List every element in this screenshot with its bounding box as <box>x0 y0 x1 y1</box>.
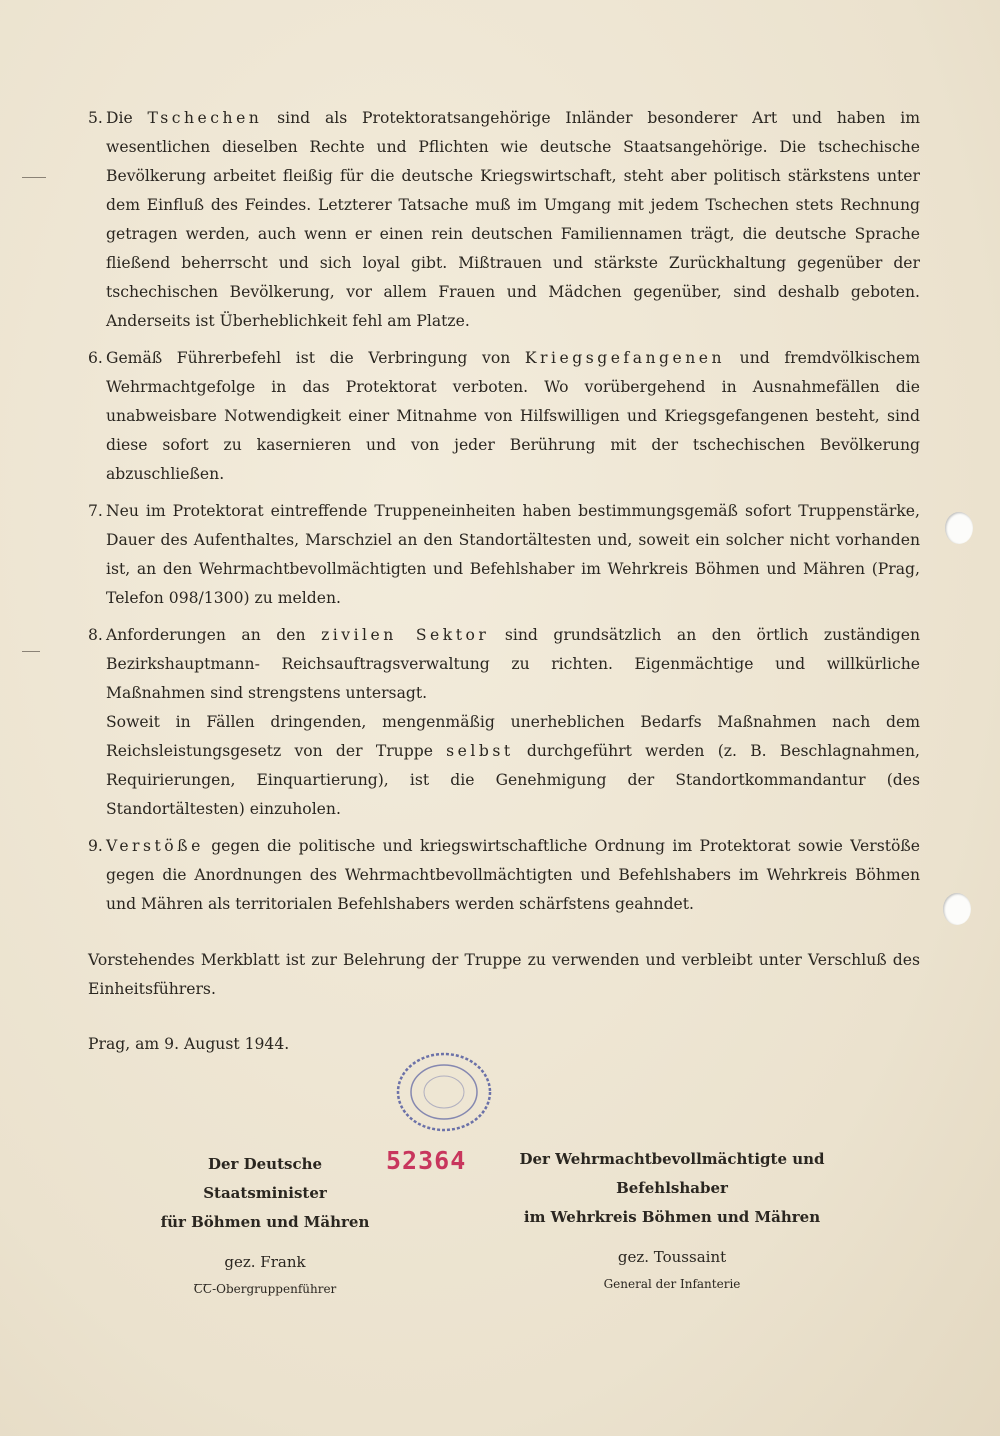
office-seal-stamp <box>392 1048 497 1136</box>
margin-mark <box>22 651 40 652</box>
paragraph-6 <box>88 344 920 489</box>
signature-block-right <box>462 1145 882 1291</box>
margin-mark <box>22 177 46 178</box>
signatory-title: Der Wehrmachtbevollmächtigte und Befehlshaber <box>519 1150 825 1197</box>
signatory-title-2: im Wehrkreis Böhmen und Mähren <box>523 1208 821 1226</box>
paragraph-7 <box>88 497 920 613</box>
paragraph-number: 9. <box>88 837 103 855</box>
stamp-number: 52364 <box>386 1146 467 1175</box>
signatory-rank: ꞆꞆ-Obergruppenführer <box>193 1282 337 1296</box>
signature-block-left <box>145 1150 385 1296</box>
spaced-emphasis: Kriegsgefangenen <box>524 349 726 367</box>
paragraph-8 <box>88 621 920 824</box>
paragraph-5 <box>88 104 920 336</box>
document-body <box>88 104 920 1059</box>
paragraph-text: Gemäß Führerbefehl ist die Verbringung von Kriegsgefangenen und fremdvölkischem Wehrmachtgefolge in das Protektorat verboten. Wo vorübergehend in Ausnahmefällen die unabweisbare Notwendigkeit einer Mitnahme von Hilfswilligen und Kriegsgefangenen besteht, sind diese sofort zu kasernieren und von jeder Berührung mit der tschechischen Bevölkerung abzuschließen. <box>106 349 921 483</box>
punch-hole <box>945 512 973 544</box>
paragraph-text: Verstöße gegen die politische und kriegswirtschaftliche Ordnung im Protektorat sowie Verstöße gegen die Anordnungen des Wehrmachtbevollmächtigten und Befehlshabers im Wehrkreis Böhmen und Mähren als territorialen Befehlshabers werden schärfstens geahndet. <box>106 837 920 913</box>
spaced-emphasis: Tschechen <box>147 109 263 127</box>
signatory-title-2: für Böhmen und Mähren <box>160 1213 370 1231</box>
signatory-name: gez. Frank <box>224 1253 306 1271</box>
paragraph-number: 5. <box>88 109 103 127</box>
paragraph-text: Neu im Protektorat eintreffende Truppeneinheiten haben bestimmungsgemäß sofort Truppenstärke, Dauer des Aufenthaltes, Marschziel an den Standortältesten und, soweit ein solcher nicht vorhanden ist, an den Wehrmachtbevollmächtigten und Befehlshaber im Wehrkreis Böhmen und Mähren (Prag, Telefon 098/1300) zu melden. <box>106 502 920 607</box>
paragraph-number: 7. <box>88 502 103 520</box>
signatory-title: Der Deutsche Staatsminister <box>203 1155 327 1202</box>
paragraph-number: 6. <box>88 349 103 367</box>
spaced-emphasis: Verstöße <box>106 837 204 855</box>
spaced-emphasis: zivilen Sektor <box>321 626 490 644</box>
paragraph-text: Die Tschechen sind als Protektoratsangehörige Inländer besonderer Art und haben im wesentlichen dieselben Rechte und Pflichten wie deutsche Staatsangehörige. Die tschechische Bevölkerung arbeitet fleißig für die deutsche Kriegswirtschaft, steht aber politisch stärkstens unter dem Einfluß des Feindes. Letzterer Tatsache muß im Umgang mit jedem Tschechen stets Rechnung getragen werden, auch wenn er einen rein deutschen Familiennamen trägt, die deutsche Sprache fließend beherrscht und sich loyal gibt. Mißtrauen und stärkste Zurückhaltung gegenüber der tschechischen Bevölkerung, vor allem Frauen und Mädchen gegenüber, sind deshalb geboten. Anderseits ist Überheblichkeit fehl am Platze. <box>106 109 920 330</box>
signatory-rank: General der Infanterie <box>603 1277 741 1291</box>
paragraph-part-1: Anforderungen an den zivilen Sektor sind grundsätzlich an den örtlich zuständigen Bezirkshauptmann- Reichsauftragsverwaltung zu richten. Eigenmächtige und willkürliche Maßnahmen sind strengstens untersagt. <box>106 626 920 702</box>
spaced-emphasis: selbst <box>446 742 514 760</box>
paragraph-9 <box>88 832 920 919</box>
closing-note: Vorstehendes Merkblatt ist zur Belehrung der Truppe zu verwenden und verbleibt unter Verschluß des Einheitsführers. <box>88 951 920 998</box>
signatory-name: gez. Toussaint <box>617 1248 727 1266</box>
paragraph-number: 8. <box>88 626 103 644</box>
punch-hole <box>943 893 971 925</box>
paragraph-part-2: Soweit in Fällen dringenden, mengenmäßig unerheblichen Bedarfs Maßnahmen nach dem Reichsleistungsgesetz von der Truppe selbst durchgeführt werden (z. B. Beschlagnahmen, Requirierungen, Einquartierung), ist die Genehmigung der Standortkommandantur (des Standortältesten) einzuholen. <box>106 713 920 818</box>
paragraph-text <box>106 621 920 824</box>
place-date: Prag, am 9. August 1944. <box>88 1035 290 1053</box>
